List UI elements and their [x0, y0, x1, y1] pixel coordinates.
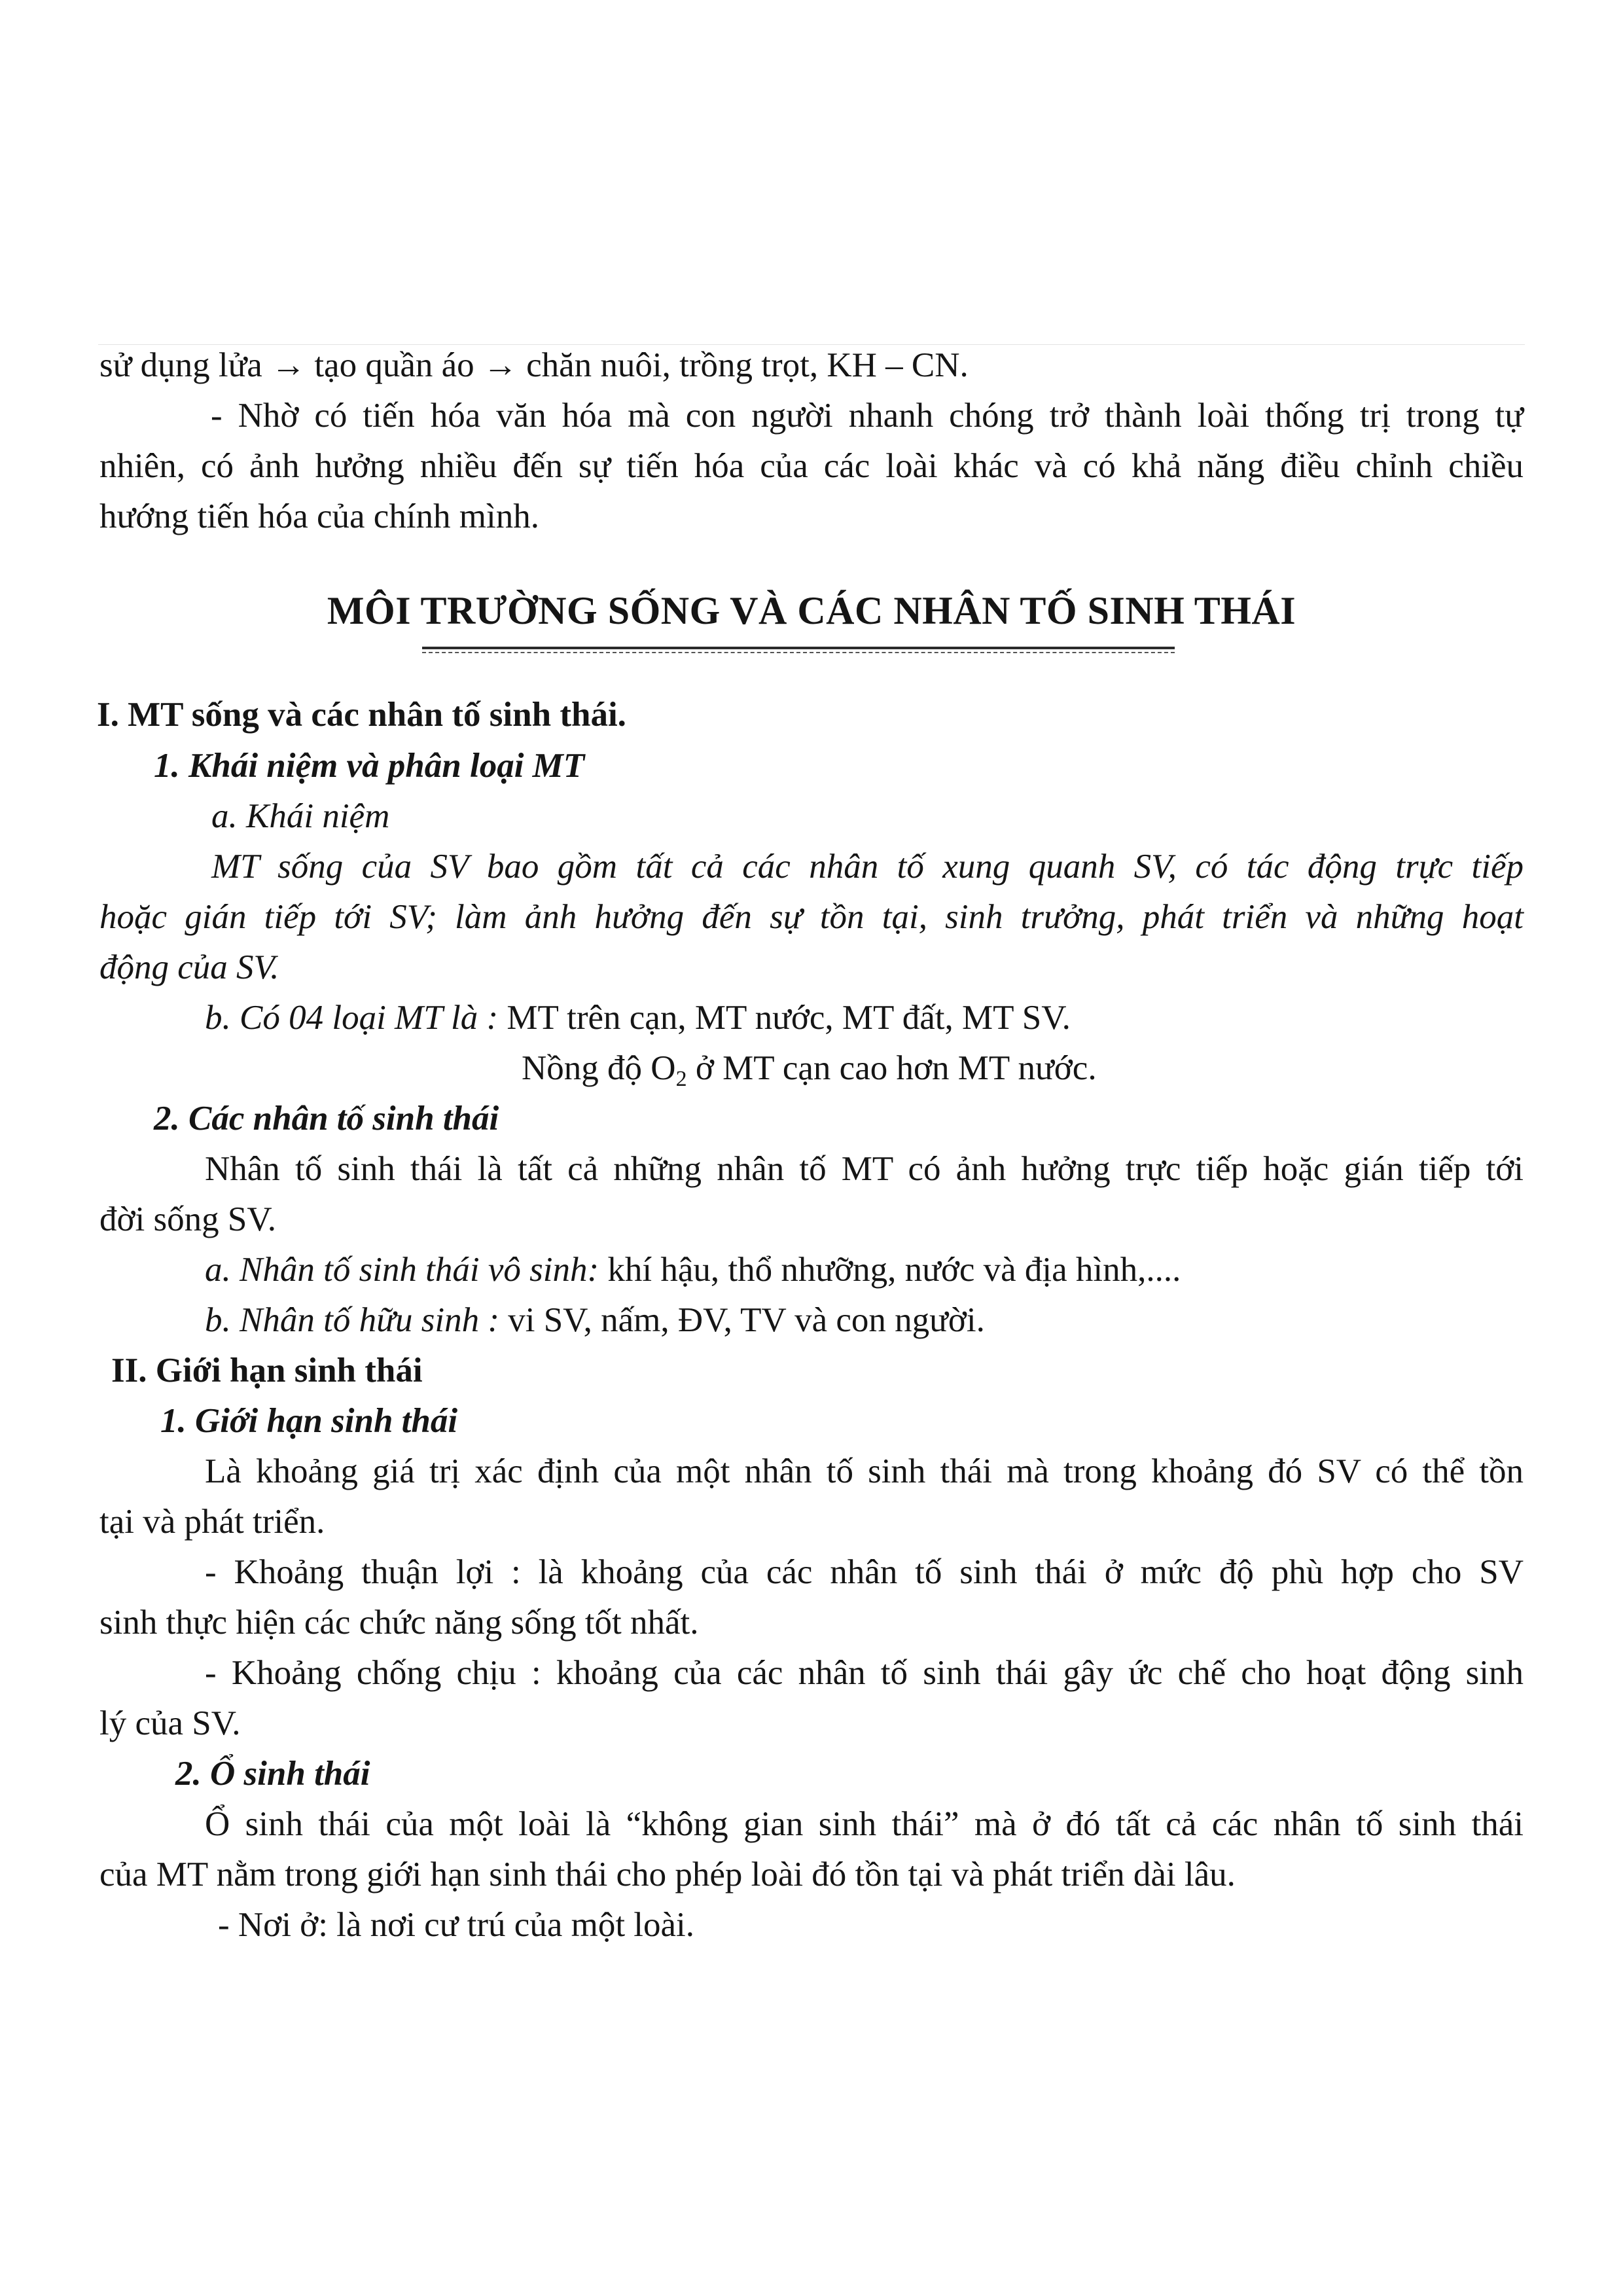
niche-line-1: Ổ sinh thái của một loài là “không gian sinh thái” mà ở đó tất cả các nhân tố sinh thái [205, 1805, 1524, 1843]
section-1-sub-1-heading: 1. Khái niệm và phân loại MT [154, 747, 585, 785]
section-1-heading: I. MT sống và các nhân tố sinh thái. [97, 696, 626, 734]
intro-line-4: hướng tiến hóa của chính mình. [99, 497, 539, 535]
section-1-a-heading: a. Khái niệm [211, 797, 390, 835]
title-underline-dashed [422, 652, 1175, 653]
concept-line-2: hoặc gián tiếp tới SV; làm ảnh hưởng đến sự tồn tại, sinh trưởng, phát triển và những hoạt [99, 898, 1524, 936]
concept-line-1: MT sống của SV bao gồm tất cả các nhân tố xung quanh SV, có tác động trực tiếp [211, 848, 1524, 886]
oxygen-note-before: Nồng độ O [522, 1049, 676, 1087]
favorable-range-line-1: - Khoảng thuận lợi : là khoảng của các nhân tố sinh thái ở mức độ phù hợp cho SV [205, 1553, 1524, 1591]
factors-line-1: Nhân tố sinh thái là tất cả những nhân tố MT có ảnh hưởng trực tiếp hoặc gián tiếp tới [205, 1150, 1524, 1188]
page-title: MÔI TRƯỜNG SỐNG VÀ CÁC NHÂN TỐ SINH THÁI [327, 589, 1296, 632]
abiotic-text: khí hậu, thổ nhưỡng, nước và địa hình,.... [599, 1251, 1181, 1289]
biotic-label: b. Nhân tố hữu sinh : [205, 1301, 499, 1339]
tolerance-range-line-1: - Khoảng chống chịu : khoảng của các nhân tố sinh thái gây ức chế cho hoạt động sinh [205, 1654, 1524, 1692]
factors-line-2: đời sống SV. [99, 1200, 277, 1238]
intro-line-1: sử dụng lửa → tạo quần áo → chăn nuôi, trồng trọt, KH – CN. [99, 346, 969, 384]
limit-line-1: Là khoảng giá trị xác định của một nhân tố sinh thái mà trong khoảng đó SV có thể tồn [205, 1452, 1524, 1490]
section-1-sub-2-heading: 2. Các nhân tố sinh thái [154, 1100, 499, 1138]
limit-line-2: tại và phát triển. [99, 1503, 325, 1541]
env-types-label: b. Có 04 loại MT là : [205, 999, 507, 1037]
habitat-line: - Nơi ở: là nơi cư trú của một loài. [218, 1906, 695, 1944]
title-underline [422, 647, 1175, 649]
env-types-text: MT trên cạn, MT nước, MT đất, MT SV. [507, 999, 1071, 1037]
intro-line-2: - Nhờ có tiến hóa văn hóa mà con người nhanh chóng trở thành loài thống trị trong tự [211, 397, 1524, 435]
oxygen-note [522, 1047, 1097, 1089]
section-2-heading: II. Giới hạn sinh thái [111, 1352, 423, 1390]
oxygen-subscript: 2 [675, 1067, 687, 1091]
niche-line-2: của MT nằm trong giới hạn sinh thái cho phép loài đó tồn tại và phát triển dài lâu. [99, 1856, 1236, 1893]
concept-line-3: động của SV. [99, 948, 279, 986]
section-2-sub-2-heading: 2. Ổ sinh thái [175, 1755, 370, 1793]
abiotic-line [205, 1249, 1181, 1291]
favorable-range-line-2: sinh thực hiện các chức năng sống tốt nhất. [99, 1604, 699, 1641]
biotic-line [205, 1299, 985, 1341]
biotic-text: vi SV, nấm, ĐV, TV và con người. [499, 1301, 985, 1339]
oxygen-note-after: ở MT cạn cao hơn MT nước. [687, 1049, 1097, 1087]
intro-line-3: nhiên, có ảnh hưởng nhiều đến sự tiến hóa của các loài khác và có khả năng điều chỉnh chiều [99, 447, 1524, 485]
tolerance-range-line-2: lý của SV. [99, 1704, 241, 1742]
section-2-sub-1-heading: 1. Giới hạn sinh thái [160, 1402, 458, 1440]
env-types-line [205, 997, 1071, 1039]
abiotic-label: a. Nhân tố sinh thái vô sinh: [205, 1251, 599, 1289]
